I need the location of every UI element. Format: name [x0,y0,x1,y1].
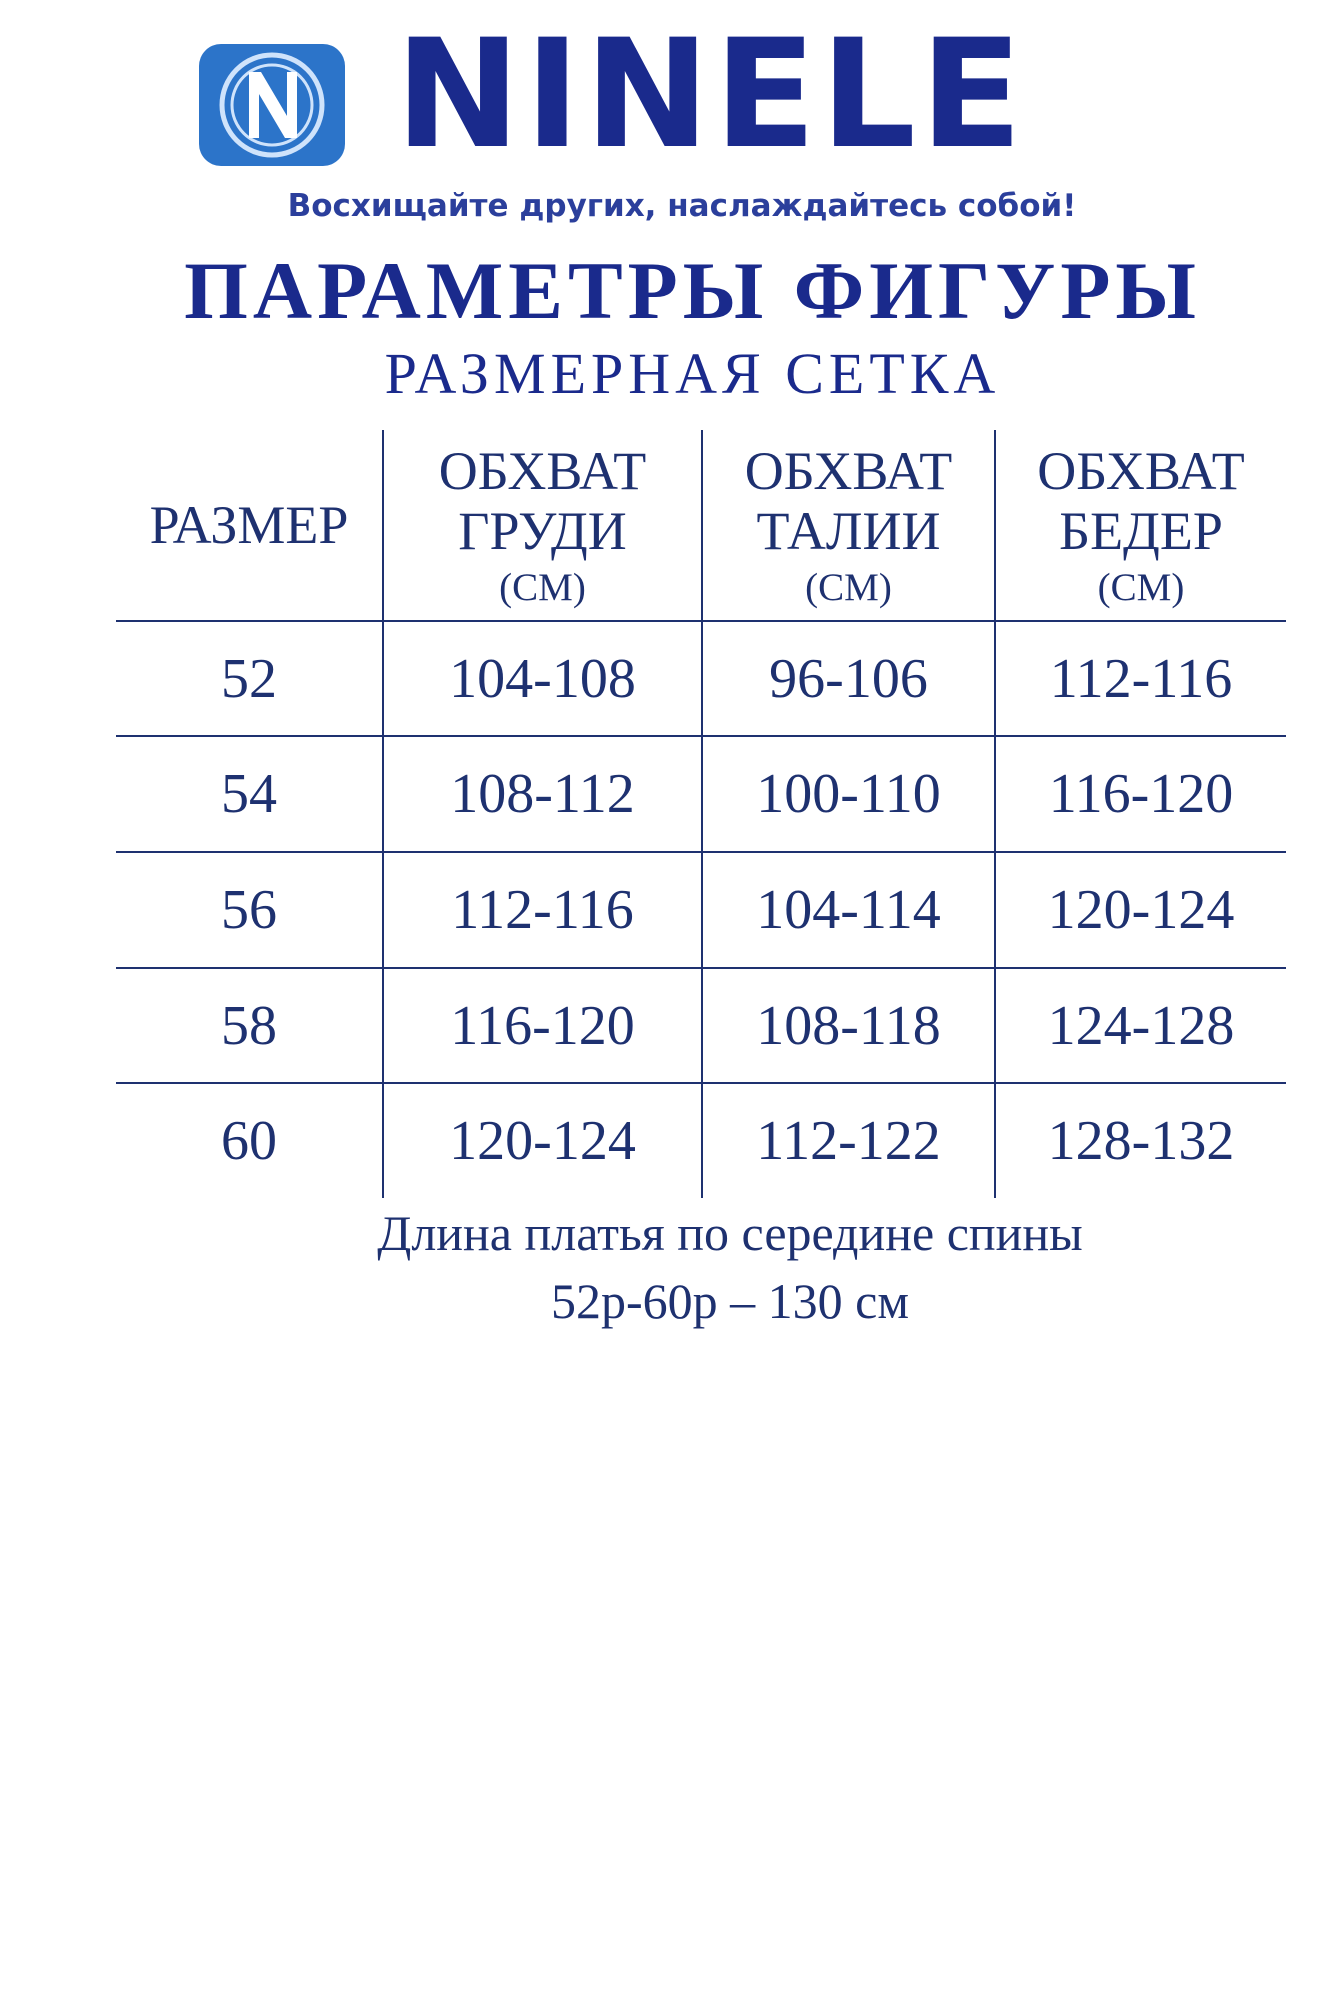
header-label: ОБХВАТ [1037,440,1245,501]
page-title: ПАРАМЕТРЫ ФИГУРЫ [184,245,1201,336]
table-cell-hips: 116-120 [1048,763,1234,825]
table-cell-size: 52 [221,647,277,710]
header-label: ОБХВАТ [438,440,647,501]
dress-length-value: 52р-60р – 130 см [551,1273,909,1329]
size-table [116,430,1286,1198]
page-subtitle: РАЗМЕРНАЯ СЕТКА [384,341,1001,406]
header-unit: (СМ) [805,565,892,609]
header-label: ГРУДИ [458,501,627,562]
header-unit: (СМ) [1097,565,1185,609]
table-cell-hips: 128-132 [1047,1110,1235,1172]
header-label: ОБХВАТ [744,440,953,501]
table-cell-chest: 104-108 [449,647,636,710]
ninele-logo-icon [197,42,347,168]
table-cell-size: 60 [221,1110,277,1172]
brand-name: NINELE [395,8,1027,182]
table-cell-size: 54 [221,763,277,825]
table-header-waist [703,430,994,620]
table-cell-chest: 112-116 [451,879,634,941]
table-cell-waist: 108-118 [756,994,941,1057]
header-label: ТАЛИИ [756,501,941,562]
table-cell-hips: 124-128 [1047,994,1235,1057]
table-header-size [116,430,382,620]
header-label: БЕДЕР [1059,501,1223,562]
table-cell-size: 56 [221,879,277,941]
table-cell-hips: 112-116 [1049,647,1233,710]
header-label: РАЗМЕР [149,494,349,555]
dress-length-note: Длина платья по середине спины [377,1205,1083,1261]
table-cell-waist: 100-110 [756,763,941,825]
table-header-chest [384,430,701,620]
brand-tagline: Восхищайте других, наслаждайтесь собой! [287,188,1077,224]
table-cell-chest: 116-120 [450,994,635,1057]
table-cell-chest: 108-112 [450,763,635,825]
table-cell-waist: 112-122 [756,1110,941,1172]
table-cell-waist: 96-106 [769,647,928,710]
table-cell-size: 58 [221,994,277,1057]
table-header-hips [996,430,1286,620]
header-unit: (СМ) [499,565,586,609]
table-cell-hips: 120-124 [1047,879,1235,941]
table-cell-waist: 104-114 [756,879,941,941]
table-cell-chest: 120-124 [449,1110,636,1172]
